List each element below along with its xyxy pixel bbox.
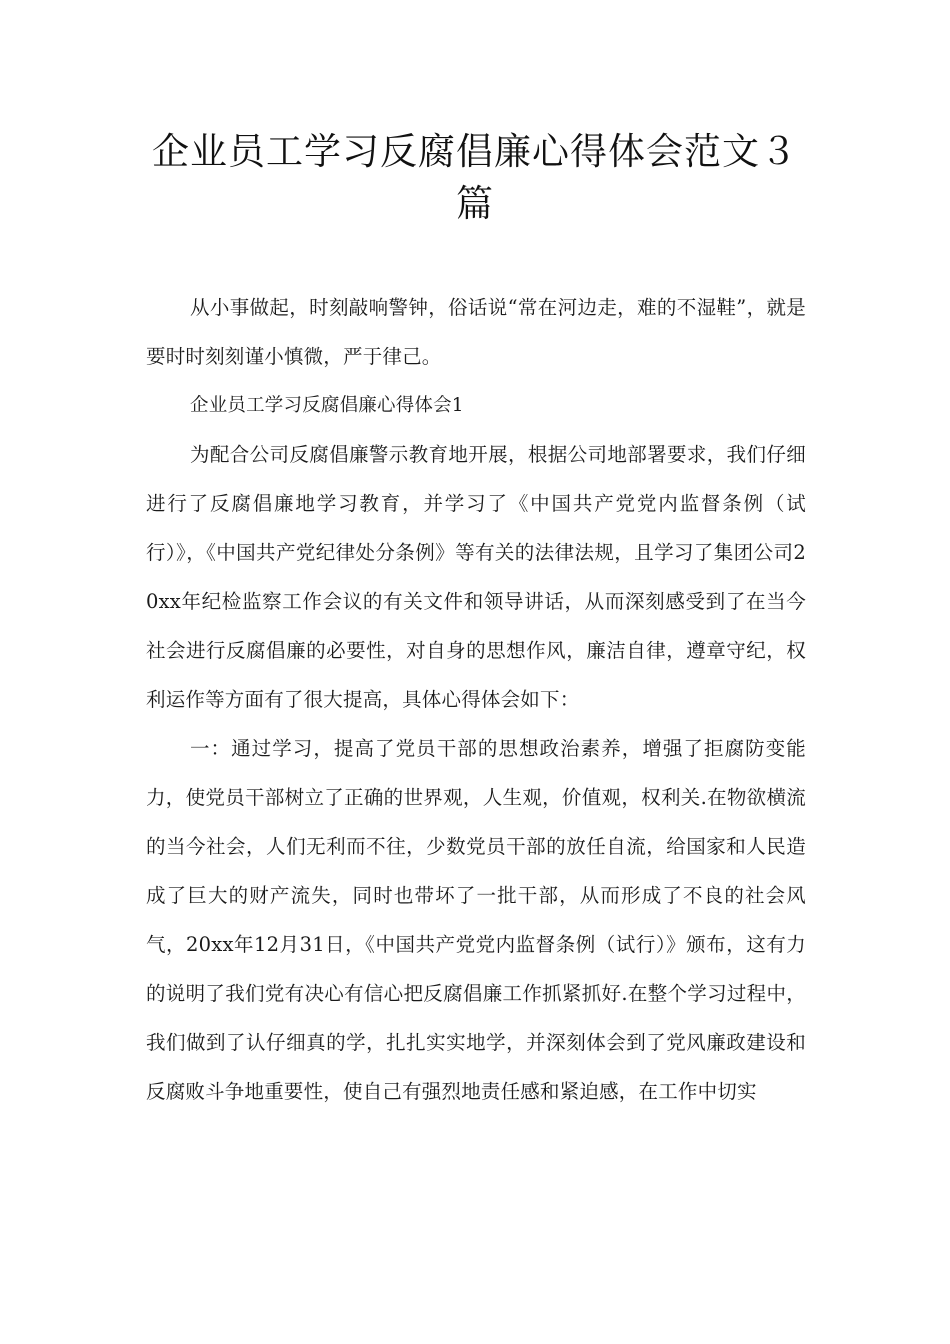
body-paragraph: 一：通过学习，提高了党员干部的思想政治素养，增强了拒腐防变能力，使党员干部树立了正确的世界观，人生观，价值观，权利关.在物欲横流的当今社会，人们无利而不往，少数党员干部的放任自流，给国家和人民造成了巨大的财产流失，同时也带坏了一批干部，从而形成了不良的社会风气，20xx年12月31日，《中国共产党党内监督条例（试行）》颁布，这有力的说明了我们党有决心有信心把反腐倡廉工作抓紧抓好.在整个学习过程中，我们做到了认仔细真的学，扎扎实实地学，并深刻体会到了党风廉政建设和反腐败斗争地重要性，使自己有强烈地责任感和紧迫感，在工作中切实 xyxy=(146,737,806,1103)
document-body xyxy=(146,283,806,1116)
body-paragraph: 为配合公司反腐倡廉警示教育地开展，根据公司地部署要求，我们仔细进行了反腐倡廉地学习教育，并学习了《中国共产党党内监督条例（试行）》，《中国共产党纪律处分条例》等有关的法律法规，且学习了集团公司20xx年纪检监察工作会议的有关文件和领导讲话，从而深刻感受到了在当今社会进行反腐倡廉的必要性，对自身的思想作风，廉洁自律，遵章守纪，权利运作等方面有了很大提高，具体心得体会如下： xyxy=(146,443,806,711)
section-heading: 企业员工学习反腐倡廉心得体会1 xyxy=(190,395,464,416)
intro-paragraph: 从小事做起，时刻敲响警钟，俗话说“常在河边走，难的不湿鞋”，就是要时时刻刻谨小慎微，严于律己。 xyxy=(146,296,806,368)
document-title: 企业员工学习反腐倡廉心得体会范文３篇 xyxy=(152,130,798,225)
